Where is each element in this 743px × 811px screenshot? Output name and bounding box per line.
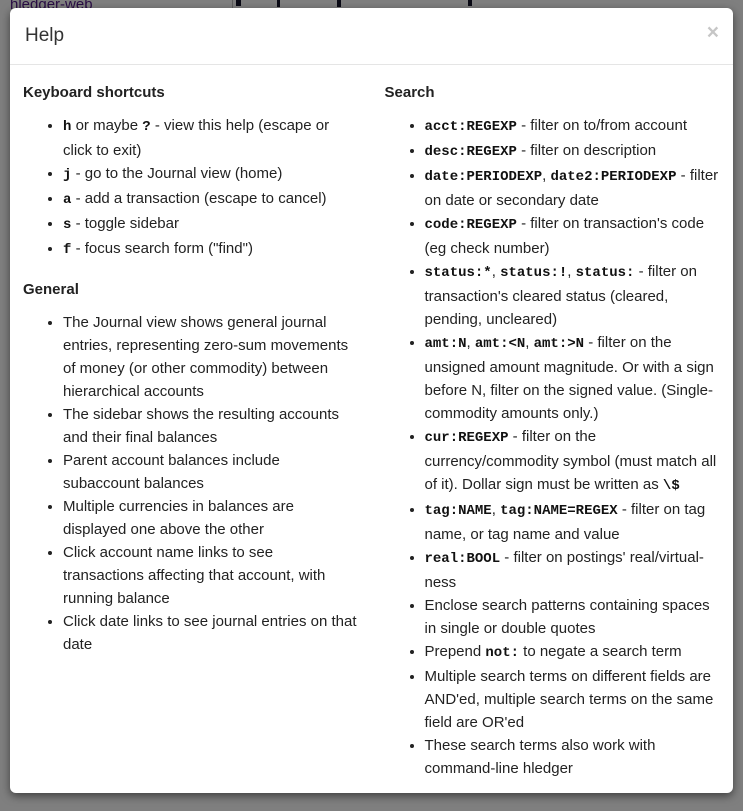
code-term: status:* [424, 264, 492, 281]
help-list-item: • Enclose search patterns containing spaces in single or double quotes [425, 594, 720, 640]
code-term: cur:REGEXP [424, 429, 509, 446]
help-list-item: • tag:NAME, tag:NAME=REGEX - filter on tag name, or tag name and value [425, 498, 720, 546]
help-list-item: • date:PERIODEXP, date2:PERIODEXP - filter on date or secondary date [425, 164, 720, 212]
help-list-item: • f - focus search form ("find") [63, 237, 358, 262]
code-term: ? [142, 118, 151, 135]
help-list-item: • cur:REGEXP - filter on the currency/commodity symbol (must match all of it). Dollar sign must be written as \$ [425, 425, 720, 498]
code-term: date2:PERIODEXP [550, 168, 677, 185]
help-list-item: • Multiple currencies in balances are displayed one above the other [63, 495, 358, 541]
modal-body [10, 65, 733, 793]
code-term: real:BOOL [424, 550, 501, 567]
code-term: amt:>N [533, 335, 585, 352]
code-term: date:PERIODEXP [424, 168, 543, 185]
help-list-item: • a - add a transaction (escape to cancel) [63, 187, 358, 212]
code-term: status: [575, 264, 635, 281]
help-column-left [10, 69, 372, 793]
help-list-item: • h or maybe ? - view this help (escape or click to exit) [63, 114, 358, 162]
code-term: acct:REGEXP [424, 118, 517, 135]
code-term: f [63, 241, 72, 258]
code-term: not: [485, 644, 519, 661]
code-term: a [63, 191, 72, 208]
code-term: amt:N [424, 335, 467, 352]
code-term: desc:REGEXP [424, 143, 517, 160]
help-list-item: • Multiple search terms on different fields are AND'ed, multiple search terms on the same field are OR'ed [425, 665, 720, 734]
help-column-right [372, 69, 734, 793]
help-list-item: • The Journal view shows general journal entries, representing zero-sum movements of money (or other commodity) between hierarchical accounts [63, 311, 358, 403]
help-list-item: • amt:N, amt:<N, amt:>N - filter on the unsigned amount magnitude. Or with a sign before N, filter on the signed value. (Single-commodity amounts only.) [425, 331, 720, 425]
help-list-item: • s - toggle sidebar [63, 212, 358, 237]
code-term: \$ [662, 477, 680, 494]
code-term: amt:<N [474, 335, 526, 352]
help-list [385, 114, 720, 780]
code-term: j [63, 166, 72, 183]
code-term: status:! [500, 264, 568, 281]
help-modal [10, 8, 733, 793]
section-heading: Keyboard shortcuts [23, 83, 165, 101]
modal-title: Help [25, 25, 65, 46]
help-list-item: • desc:REGEXP - filter on description [425, 139, 720, 164]
help-list-item: • Prepend not: to negate a search term [425, 640, 720, 665]
help-list [23, 311, 358, 656]
help-list-item: • status:*, status:!, status: - filter on transaction's cleared status (cleared, pending, uncleared) [425, 260, 720, 331]
help-list-item: • real:BOOL - filter on postings' real/virtual-ness [425, 546, 720, 594]
help-list-item: • These search terms also work with command-line hledger [425, 734, 720, 780]
code-term: h [63, 118, 72, 135]
code-term: tag:NAME=REGEX [500, 502, 618, 519]
code-term: tag:NAME [424, 502, 492, 519]
modal-header [10, 8, 733, 65]
close-icon[interactable]: × [706, 21, 719, 44]
help-list-item: • Click date links to see journal entries on that date [63, 610, 358, 656]
help-list-item: • code:REGEXP - filter on transaction's code (eg check number) [425, 212, 720, 260]
help-list-item: • Click account name links to see transactions affecting that account, with running balance [63, 541, 358, 610]
help-list-item: • acct:REGEXP - filter on to/from account [425, 114, 720, 139]
help-list [23, 114, 358, 262]
code-term: code:REGEXP [424, 216, 517, 233]
help-list-item: • Parent account balances include subaccount balances [63, 449, 358, 495]
section-heading: Search [384, 83, 435, 101]
help-list-item: • The sidebar shows the resulting accounts and their final balances [63, 403, 358, 449]
code-term: s [63, 216, 72, 233]
help-list-item: • j - go to the Journal view (home) [63, 162, 358, 187]
section-heading: General [23, 280, 79, 298]
